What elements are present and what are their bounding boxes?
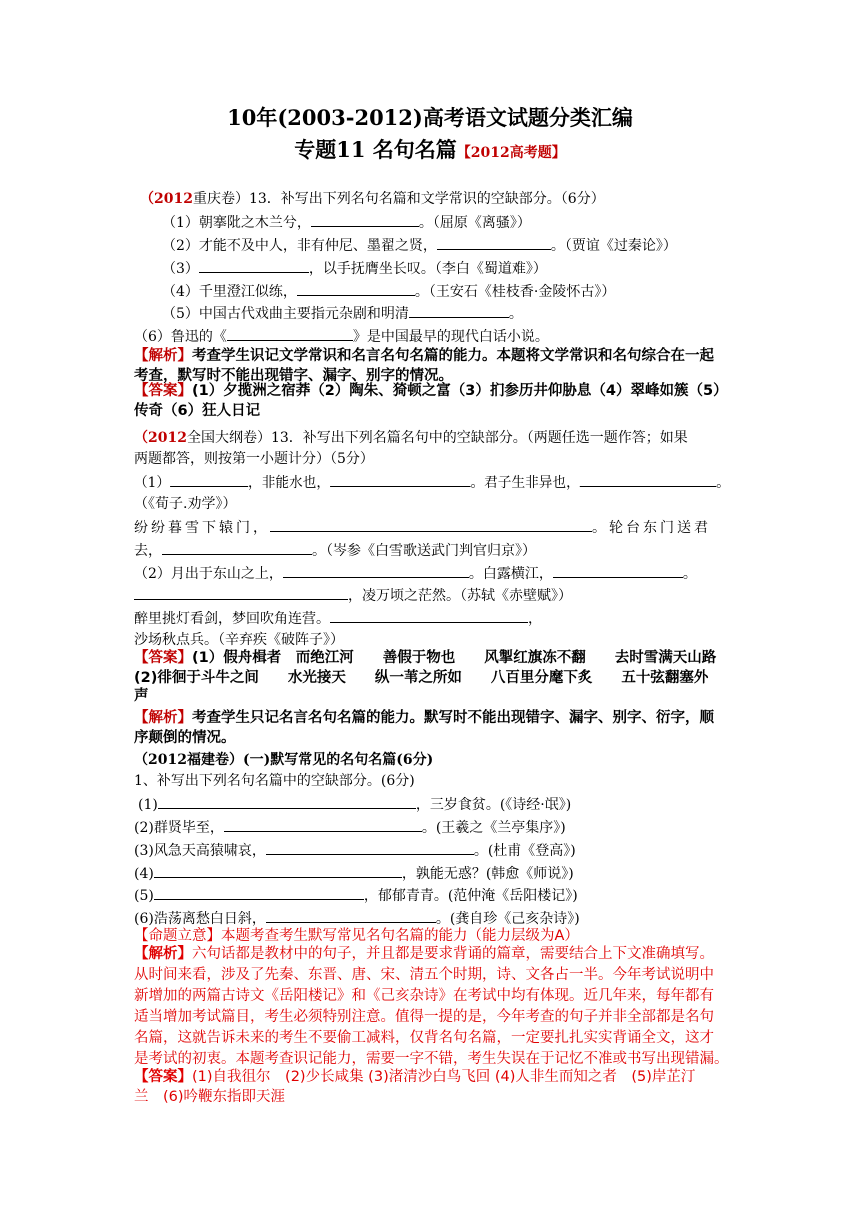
question-text: 。轮台东门送君 <box>592 520 711 536</box>
answer-line: 兰 (6)吟鞭东指即天涯 <box>134 1089 286 1105</box>
answer-text: (1)自我徂尔 (2)少长咸集 (3)渚清沙白鸟飞回 (4)人非生而知之者 (5)岸芷汀 <box>192 1069 696 1085</box>
question-source: 沙场秋点兵。（辛弃疾《破阵子》） <box>134 632 344 648</box>
analysis-tag: 【解析】 <box>134 710 192 726</box>
question-text: 。白露横江， <box>468 566 553 582</box>
question-text: （3） <box>162 261 199 277</box>
answer-blank <box>330 472 470 487</box>
question-line <box>138 794 571 815</box>
question-text: 。 <box>716 475 730 491</box>
question-line <box>134 326 549 347</box>
year-tag: （2012 <box>140 191 193 207</box>
year-tag: （2012 <box>134 430 187 446</box>
heading-text: 重庆卷）13．补写出下列名句名篇和文学常识的空缺部分。（6分） <box>192 191 605 207</box>
analysis-line <box>134 944 714 964</box>
question-source: 》是中国最早的现代白话小说。 <box>352 329 549 345</box>
answer-line: 传奇（6）狂人日记 <box>134 403 261 419</box>
question-line <box>134 863 574 884</box>
heading-text: 全国大纲卷）13．补写出下列名篇名句中的空缺部分。（两题任选一题作答；如果 <box>186 430 688 446</box>
question-source: 。（岑参《白雪歌送武门判官归京》） <box>312 543 536 559</box>
subtitle-text: 专题11 名句名篇 <box>294 137 457 162</box>
question-text: (5) <box>134 888 154 904</box>
answer-blank <box>170 472 248 487</box>
question-source: （《荀子.劝学》） <box>134 496 237 512</box>
question-line <box>134 540 536 561</box>
question-line <box>134 563 697 584</box>
question-text: (2)群贤毕至， <box>134 820 224 836</box>
analysis-line <box>134 708 714 728</box>
question-text: （2）月出于东山之上， <box>134 566 283 582</box>
question-text: 。君子生非异也， <box>470 475 580 491</box>
question-text: ，凌万顷之茫然。（苏轼《赤壁赋》） <box>348 588 572 604</box>
question-line <box>162 212 531 233</box>
question-text: 去， <box>134 543 162 559</box>
answer-blank <box>199 258 309 273</box>
question-source: 。（屈原《离骚》） <box>418 215 531 231</box>
question-text: （2）才能不及中人，非有仲尼、墨翟之贤， <box>162 238 437 254</box>
answer-blank <box>297 281 415 296</box>
answer-line <box>134 648 716 668</box>
answer-text: (1）夕揽洲之宿莽（2）陶朱、猗顿之富（3）扪参历井仰胁息（4）翠峰如簇（5） <box>192 383 728 399</box>
answer-blank <box>311 212 419 227</box>
question-source: 。 <box>508 306 523 322</box>
question-text: （5）中国古代戏曲主要指元杂剧和明清 <box>162 306 409 322</box>
analysis-line: 名篇，这就告诉未来的考生不要偷工减料，仅背名句名篇，一定要扎扎实实背诵全文，这才 <box>134 1030 714 1046</box>
answer-line: (2)徘徊于斗牛之间 水光接天 纵一苇之所如 八百里分麾下炙 五十弦翻塞外 <box>134 670 709 686</box>
analysis-tag: 【解析】 <box>134 946 192 962</box>
instruction-line: 1、补写出下列名句名篇中的空缺部分。(6分) <box>134 773 415 789</box>
analysis-text: 考查学生识记文学常识和名言名句名篇的能力。本题将文学常识和名句综合在一起 <box>192 348 714 364</box>
answer-blank <box>266 840 474 855</box>
analysis-line: 从时间来看，涉及了先秦、东晋、唐、宋、清五个时期，诗、文各占一半。今年考试说明中 <box>134 967 714 983</box>
analysis-tag: 【解析】 <box>134 348 192 364</box>
answer-blank <box>270 517 592 532</box>
question-line <box>134 840 576 861</box>
analysis-line: 序颠倒的情况。 <box>134 730 236 746</box>
question-line <box>134 472 730 493</box>
question-line <box>134 885 578 906</box>
question-text: 醉里挑灯看剑，梦回吹角连营。 <box>134 611 330 627</box>
answer-tag: 【答案】 <box>134 650 192 666</box>
question-source: ，以手抚膺坐长叹。（李白《蜀道难》） <box>308 261 547 277</box>
question-source: ，孰能无惑？(韩愈《师说》) <box>401 866 574 882</box>
answer-blank <box>330 608 528 623</box>
answer-line <box>134 381 728 401</box>
analysis-line: 是考试的初衷。本题考查识记能力，需要一字不错，考生失误在于记忆不准或书写出现错漏。 <box>134 1051 729 1067</box>
question-line <box>134 585 572 606</box>
question-text: (3)风急天高猿啸哀， <box>134 843 266 859</box>
analysis-line: 考查，默写时不能出现错字、漏字、别字的情况。 <box>134 368 453 384</box>
answer-blank <box>224 817 422 832</box>
document-subtitle <box>0 136 860 167</box>
answer-tag: 【答案】 <box>134 1069 192 1085</box>
answer-blank <box>553 563 683 578</box>
analysis-line: 新增加的两篇古诗文《岳阳楼记》和《己亥杂诗》在考试中均有体现。近几年来，每年都有 <box>134 988 714 1004</box>
answer-blank <box>154 885 364 900</box>
question-line <box>162 258 547 279</box>
analysis-text: 六句话都是教材中的句子，并且都是要求背诵的篇章，需要结合上下文准确填写。 <box>192 946 714 962</box>
analysis-line: 适当增加考试篇目，考生必须特别注意。值得一提的是，今年考查的句子并非全部都是名句 <box>134 1009 714 1025</box>
question-source: 。(王羲之《兰亭集序》) <box>421 820 566 836</box>
question-source: 。（贾谊《过秦论》） <box>550 238 677 254</box>
answer-blank <box>162 540 312 555</box>
answer-line <box>134 1067 695 1087</box>
answer-blank <box>134 585 348 600</box>
question-text: (4) <box>134 866 154 882</box>
answer-blank <box>437 235 551 250</box>
question-text: (6)浩荡离愁白日斜， <box>134 911 266 927</box>
analysis-line <box>134 346 714 366</box>
question-line <box>162 303 523 324</box>
question-text: （1）朝搴阰之木兰兮， <box>162 215 311 231</box>
answer-line: 声 <box>134 688 149 704</box>
question-line <box>134 608 542 629</box>
question-source: ，郁郁青青。(范仲淹《岳阳楼记》) <box>363 888 578 904</box>
section-national-heading <box>134 428 688 448</box>
question-source: 。(杜甫《登高》) <box>473 843 576 859</box>
question-text: 。 <box>682 566 697 582</box>
answer-blank <box>227 326 353 341</box>
question-text: 纷纷暮雪下辕门， <box>134 520 270 536</box>
answer-blank <box>283 563 469 578</box>
question-text: ，非能水也， <box>248 475 330 491</box>
heading-line: 两题都答，则按第一小题计分）（5分） <box>134 451 374 467</box>
question-text: （6）鲁迅的《 <box>134 329 227 345</box>
question-line <box>134 817 566 838</box>
question-line <box>134 517 711 538</box>
question-text: （1） <box>134 475 171 491</box>
intent-line: 【命题立意】本题考查考生默写常见名句名篇的能力（能力层级为A） <box>134 928 579 944</box>
answer-tag: 【答案】 <box>134 383 192 399</box>
answer-blank <box>154 863 402 878</box>
question-line <box>162 281 615 302</box>
question-text: ， <box>528 611 542 627</box>
section-fujian-heading: （2012福建卷）(一)默写常见的名句名篇(6分) <box>134 752 434 768</box>
answer-blank <box>580 472 717 487</box>
document-title: 10年(2003-2012)高考语文试题分类汇编 <box>227 105 633 130</box>
question-source: 。（王安石《桂枝香·金陵怀古》） <box>414 284 616 300</box>
question-source: ，三岁食贫。(《诗经·氓》) <box>415 797 572 813</box>
answer-blank <box>158 794 416 809</box>
analysis-text: 考查学生只记名言名句名篇的能力。默写时不能出现错字、漏字、别字、衍字，顺 <box>192 710 714 726</box>
question-source: 。(龚自珍《己亥杂诗》) <box>435 911 580 927</box>
question-text: （4）千里澄江似练， <box>162 284 297 300</box>
question-text: (1) <box>138 797 158 813</box>
question-line <box>162 235 677 256</box>
answer-text: (1）假舟楫者 而绝江河 善假于物也 风掣红旗冻不翻 去时雪满天山路 <box>192 650 717 666</box>
answer-blank <box>409 303 509 318</box>
answer-blank <box>266 908 436 923</box>
subtitle-tag: 【2012高考题】 <box>456 145 566 161</box>
section-chongqing-heading <box>140 189 605 209</box>
